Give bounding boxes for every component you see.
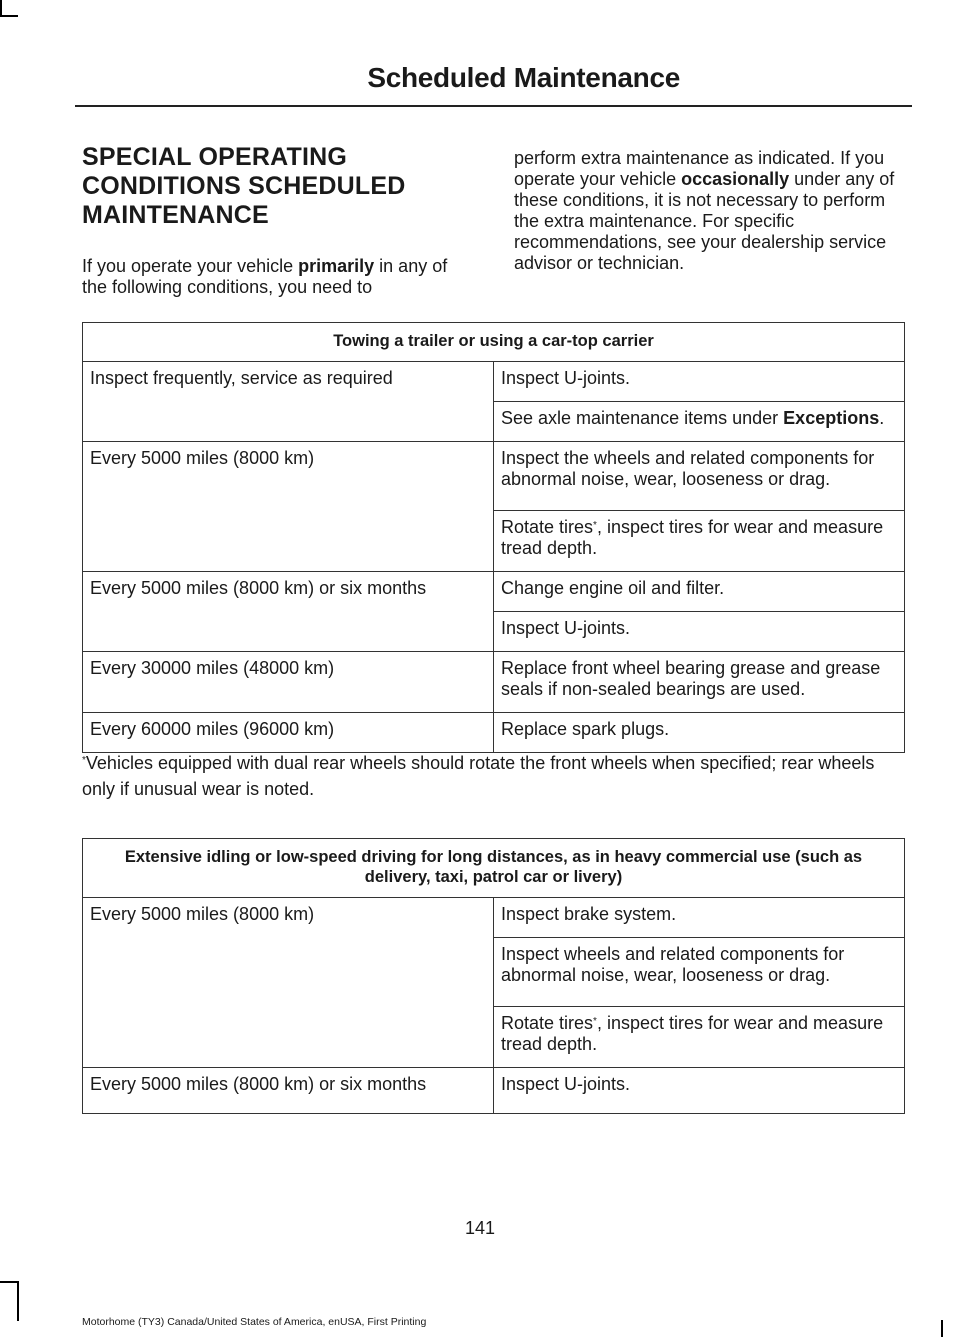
intro-text-b-part2: perform extra maintenance as indicated. If you operate your vehicle [514, 148, 885, 189]
interval-cell: Inspect frequently, service as required [83, 362, 494, 442]
table-row [83, 362, 905, 402]
footnote-marker: * [593, 1016, 597, 1027]
print-footer: Motorhome (TY3) Canada/United States of America, enUSA, First Printing [82, 1316, 427, 1328]
interval-cell: Every 5000 miles (8000 km) [83, 442, 494, 572]
crop-mark-top-left-h [0, 15, 18, 17]
footnote-marker: * [82, 755, 86, 766]
table-row [83, 713, 905, 753]
table-title: Towing a trailer or using a car-top carrier [83, 323, 905, 362]
section-heading [82, 143, 477, 230]
table-row [83, 572, 905, 612]
heading-line: MAINTENANCE [82, 201, 269, 229]
intro-left-column [82, 143, 477, 243]
intro-text-a: If you operate your vehicle [82, 256, 299, 276]
task-text: , inspect tires for wear and measure tread depth. [501, 1013, 884, 1054]
interval-cell: Every 5000 miles (8000 km) or six months [83, 572, 494, 652]
towing-maintenance-table [82, 322, 905, 753]
task-text: , inspect tires for wear and measure tread depth. [501, 517, 884, 558]
page-number: 141 [464, 1218, 496, 1238]
heading-line: SPECIAL OPERATING [82, 143, 348, 171]
task-cell: Inspect brake system. [494, 898, 905, 938]
intro-text-b-part1: in any of the following conditions, you need to [82, 256, 448, 297]
task-cell [494, 402, 905, 442]
table-row [83, 442, 905, 511]
intro-paragraph-continued [514, 148, 906, 274]
crop-mark-bottom-right [941, 1320, 943, 1337]
task-cell: Inspect U-joints. [494, 612, 905, 652]
intro-bold-primarily: primarily [298, 256, 375, 276]
task-cell: Inspect wheels and related components for abnormal noise, wear, looseness or drag. [494, 938, 905, 1007]
task-cell: Replace front wheel bearing grease and grease seals if non-sealed bearings are used. [494, 652, 905, 713]
exceptions-reference: Exceptions [783, 408, 880, 428]
idling-maintenance-table [82, 838, 905, 1114]
task-cell [494, 1007, 905, 1068]
intro-paragraph [82, 256, 477, 298]
task-cell: Inspect U-joints. [494, 362, 905, 402]
interval-cell: Every 5000 miles (8000 km) [83, 898, 494, 1068]
table-row [83, 1068, 905, 1114]
task-text-end: . [879, 408, 885, 428]
interval-cell: Every 30000 miles (48000 km) [83, 652, 494, 713]
page-header-title: Scheduled Maintenance [367, 62, 680, 93]
crop-mark-top-left [0, 0, 2, 16]
task-text: Rotate tires [501, 517, 594, 537]
intro-text-c: under any of these conditions, it is not necessary to perform the extra maintenance. For specific recommendations, see your dealership service advisor or technician. [514, 169, 895, 273]
table-row [83, 652, 905, 713]
task-text: See axle maintenance items under [501, 408, 784, 428]
intro-bold-occasionally: occasionally [681, 169, 790, 189]
task-cell [494, 511, 905, 572]
crop-mark-bottom-left-v [17, 1281, 19, 1321]
interval-cell: Every 5000 miles (8000 km) or six months [83, 1068, 494, 1114]
table-header-row [83, 839, 905, 898]
heading-line: CONDITIONS SCHEDULED [82, 172, 406, 200]
footnote-text: Vehicles equipped with dual rear wheels should rotate the front wheels when specified; rear wheels only if unusual wear is noted. [82, 753, 875, 799]
table-row [83, 898, 905, 938]
interval-cell: Every 60000 miles (96000 km) [83, 713, 494, 753]
task-cell: Replace spark plugs. [494, 713, 905, 753]
task-cell: Inspect U-joints. [494, 1068, 905, 1114]
table-title: Extensive idling or low-speed driving for long distances, as in heavy commercial use (such as delivery, taxi, patrol car or livery) [83, 839, 905, 898]
table-footnote [82, 750, 912, 802]
task-cell: Inspect the wheels and related components for abnormal noise, wear, looseness or drag. [494, 442, 905, 511]
task-cell: Change engine oil and filter. [494, 572, 905, 612]
task-text: Rotate tires [501, 1013, 594, 1033]
header-rule [75, 105, 912, 107]
footnote-marker: * [593, 520, 597, 531]
crop-mark-bottom-left [0, 1281, 18, 1283]
table-header-row [83, 323, 905, 362]
